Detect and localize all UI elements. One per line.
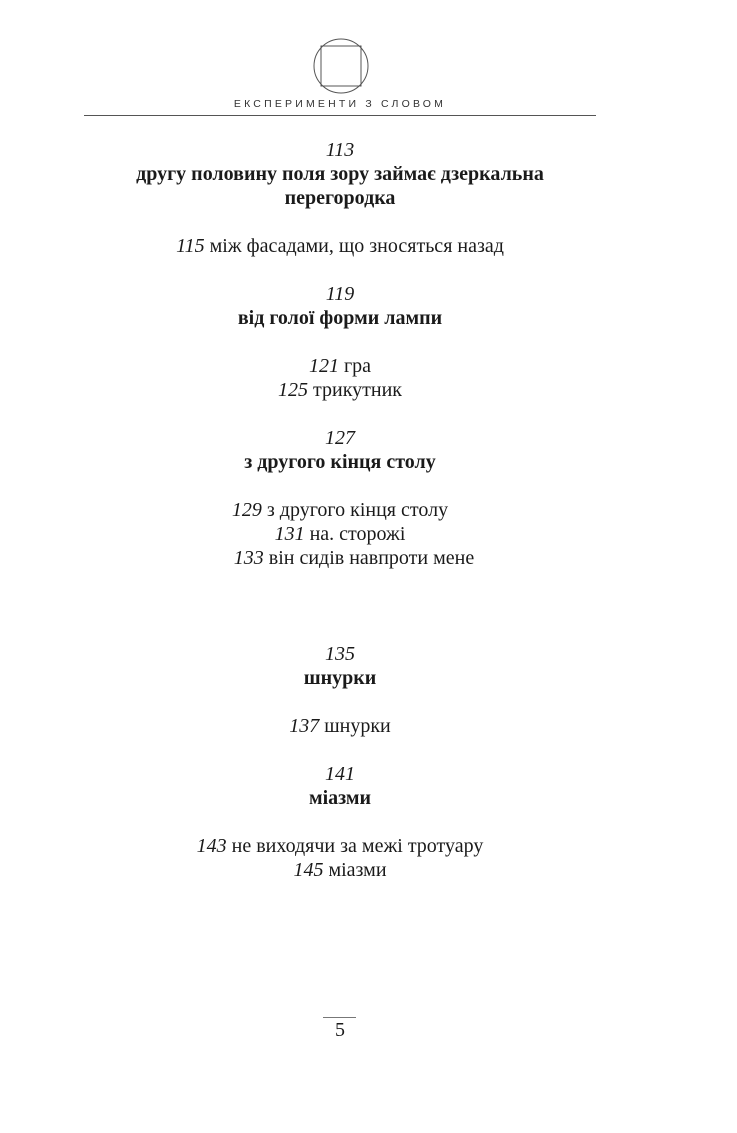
entry-line [14, 546, 694, 570]
entry-heading: з другого кінця столу [244, 451, 436, 473]
entry-text: на. сторожі [309, 523, 406, 545]
entry-line [0, 234, 680, 258]
logo-icon [312, 37, 370, 95]
entry-line [0, 714, 680, 738]
entry-text: з другого кінця столу [266, 499, 449, 521]
entry-text: не виходячи за межі тротуару [231, 835, 484, 857]
entry-text: міазми [328, 859, 387, 881]
entry-number: 127 [325, 427, 355, 449]
entry-number: 113 [325, 139, 355, 161]
entry-heading: другу половину поля зору займає дзеркальна [136, 163, 544, 185]
entry-heading: від голої форми лампи [237, 307, 443, 329]
header-divider [84, 115, 596, 116]
entry-line [0, 378, 680, 402]
entry-text: трикутник [313, 379, 402, 401]
entry-number: 135 [325, 643, 355, 665]
entry-number: 129 [231, 499, 262, 521]
entry-text: він сидів навпроти мене [268, 547, 475, 569]
entry-text: гра [343, 355, 372, 377]
entry-number: 125 [278, 379, 308, 401]
entry-number: 143 [196, 835, 227, 857]
entry-text: шнурки [324, 715, 391, 737]
entry-line [0, 498, 680, 522]
entry-number: 121 [308, 355, 339, 377]
entry-number: 141 [325, 763, 355, 785]
entry-heading-continued: перегородка [284, 187, 396, 209]
running-header: ЕКСПЕРИМЕНТИ З СЛОВОМ [233, 98, 447, 110]
entry-number: 137 [289, 715, 320, 737]
entry-line [0, 522, 680, 546]
entry-number: 131 [274, 523, 305, 545]
entry-line [0, 354, 680, 378]
entry-number: 115 [176, 235, 205, 257]
entry-number: 119 [325, 283, 355, 305]
page-number: 5 [335, 1019, 345, 1041]
entry-heading: шнурки [303, 667, 377, 689]
entry-number: 145 [293, 859, 324, 881]
entry-text: між фасадами, що зносяться назад [209, 235, 504, 257]
entry-number: 133 [233, 547, 264, 569]
entry-line [0, 834, 680, 858]
entry-heading: міазми [308, 787, 372, 809]
entry-line [0, 858, 680, 882]
